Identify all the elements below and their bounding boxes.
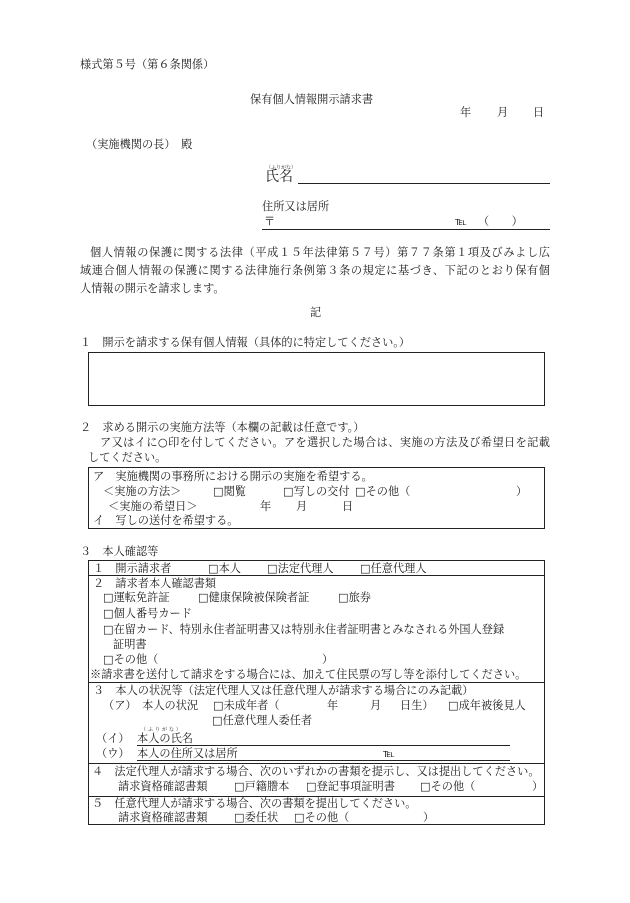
requested-info-field[interactable] [88, 352, 545, 406]
checkbox-self[interactable]: □本人 [208, 562, 241, 575]
checkbox-passport[interactable]: □旅券 [338, 591, 371, 604]
tel-parens: （ ） [478, 215, 523, 228]
mailing-note: ※請求書を送付して請求をする場合には、加えて住民票の写し等を添付してください。 [90, 668, 527, 681]
checkbox-family-register[interactable]: □戸籍謄本 [234, 780, 290, 793]
legal-agent-docs-label: 請求資格確認書類 [118, 780, 208, 793]
checkbox-id-other[interactable]: □その他（ [103, 653, 159, 666]
checkbox-copy-delivery[interactable]: □写しの交付 [283, 485, 350, 498]
date-month-label: 月 [497, 106, 509, 119]
birth-year-label: 年 [327, 699, 339, 712]
principal-name-marker: （イ） [96, 732, 130, 745]
checkbox-residence-card[interactable]: □在留カード、特別永住者証明書又は特別永住者証明書とみなされる外国人登録 [103, 623, 505, 636]
birth-month-label: 月 [370, 699, 382, 712]
request-date-field[interactable] [420, 104, 550, 122]
option-b-copy-mailing[interactable]: イ 写しの送付を希望する。 [93, 514, 239, 527]
birth-day-label: 日生） [400, 699, 434, 712]
principal-status-heading: ３ 本人の状況等（法定代理人又は任意代理人が請求する場合にのみ記載） [93, 684, 474, 697]
voluntary-agent-other-close: ） [423, 811, 435, 824]
section2-instruction-2: してください。 [88, 451, 167, 464]
tel-mark: ℡ [455, 215, 468, 228]
requester-type-label: １ 開示請求者 [93, 562, 172, 575]
checkbox-my-number-card[interactable]: □個人番号カード [103, 607, 192, 620]
document-title: 保有個人情報開示請求書 [250, 93, 374, 106]
legal-agent-other-close: ） [532, 780, 544, 793]
checkbox-minor[interactable]: □未成年者（ [213, 699, 280, 712]
section2-instruction-1: ア又はイに○印を付してください。アを選択した場合は、実施の方法及び希望日を記載 [100, 436, 550, 449]
residence-card-continuation: 証明書 [113, 638, 147, 651]
legal-agent-docs-heading: ４ 法定代理人が請求する場合、次のいずれかの書類を提示し、又は提出してください。 [92, 765, 540, 778]
voluntary-agent-docs-label: 請求資格確認書類 [118, 811, 208, 824]
method-label: ＜実施の方法＞ [103, 485, 182, 498]
principal-status-label: （ア） 本人の状況 [103, 699, 199, 712]
postal-mark: 〒 [264, 215, 276, 228]
desired-date-label: ＜実施の希望日＞ [108, 500, 198, 513]
checkbox-power-of-attorney[interactable]: □委任状 [234, 811, 279, 824]
checkbox-viewing[interactable]: □閲覧 [213, 485, 246, 498]
id-documents-label: ２ 請求者本人確認書類 [93, 577, 217, 590]
voluntary-agent-docs-heading: ５ 任意代理人が請求する場合、次の書類を提出してください。 [92, 797, 417, 810]
name-field[interactable] [298, 183, 550, 184]
section2-heading: ２ 求める開示の実施方法等（本欄の記載は任意です。） [80, 421, 365, 434]
principal-address-label: 本人の住所又は居所 [137, 747, 238, 760]
preamble-line-3: 人情報の開示を請求します。 [80, 282, 225, 295]
checkbox-adult-guardian[interactable]: □成年被後見人 [448, 699, 526, 712]
address-field[interactable] [262, 229, 550, 230]
id-other-close: ） [322, 653, 334, 666]
desired-date-day: 日 [342, 500, 354, 513]
row-requester-type [89, 561, 544, 576]
disclosure-method-box [88, 467, 545, 529]
option-a-office-disclosure[interactable]: ア 実施機関の事務所における開示の実施を希望する。 [93, 470, 373, 483]
row-id-documents [89, 576, 544, 683]
row-legal-agent-docs [89, 764, 544, 797]
principal-name-furigana: （ふりがな） [141, 727, 184, 733]
section1-heading: １ 開示を請求する保有個人情報（具体的に特定してください。） [80, 336, 411, 349]
checkbox-legal-agent[interactable]: □法定代理人 [267, 562, 334, 575]
name-label: 氏名 [265, 169, 293, 185]
checkbox-health-insurance[interactable]: □健康保険被保険者証 [198, 591, 310, 604]
checkbox-drivers-license[interactable]: □運転免許証 [103, 591, 170, 604]
addressee: （実施機関の長） 殿 [86, 138, 193, 151]
checkbox-legal-agent-other[interactable]: □その他（ [420, 780, 476, 793]
checkbox-voluntary-agent[interactable]: □任意代理人 [360, 562, 427, 575]
date-year-label: 年 [460, 106, 472, 119]
row-voluntary-agent-docs [89, 797, 544, 824]
checkbox-method-other[interactable]: □その他（ [355, 485, 411, 498]
checkbox-registry-certificate[interactable]: □登記事項証明書 [306, 780, 395, 793]
section3-heading: ３ 本人確認等 [80, 545, 159, 558]
checkbox-voluntary-agent-other[interactable]: □その他（ [294, 811, 350, 824]
form-number: 様式第５号（第６条関係） [80, 58, 215, 71]
principal-address-field[interactable] [137, 760, 510, 761]
method-other-close: ） [516, 485, 528, 498]
preamble-line-2: 域連合個人情報の保護に関する法律施行条例第３条の規定に基づき、下記のとおり保有個 [80, 264, 550, 277]
ki-heading: 記 [310, 306, 322, 319]
date-day-label: 日 [533, 106, 545, 119]
identity-verification-table [88, 560, 545, 825]
desired-date-month: 月 [296, 500, 308, 513]
principal-name-label: 本人の氏名 [137, 732, 193, 745]
row-principal-status [89, 683, 544, 764]
principal-address-marker: （ウ） [96, 747, 130, 760]
preamble-line-1: 個人情報の保護に関する法律（平成１５年法律第５７号）第７７条第１項及びみよし広 [90, 246, 550, 259]
checkbox-voluntary-principal[interactable]: □任意代理人委任者 [212, 714, 313, 727]
principal-tel-mark: ℡ [383, 747, 396, 760]
desired-date-year: 年 [260, 500, 272, 513]
name-furigana-label: （ふりがな） [266, 165, 297, 171]
address-label: 住所又は居所 [262, 200, 330, 213]
principal-name-field[interactable] [137, 745, 510, 746]
